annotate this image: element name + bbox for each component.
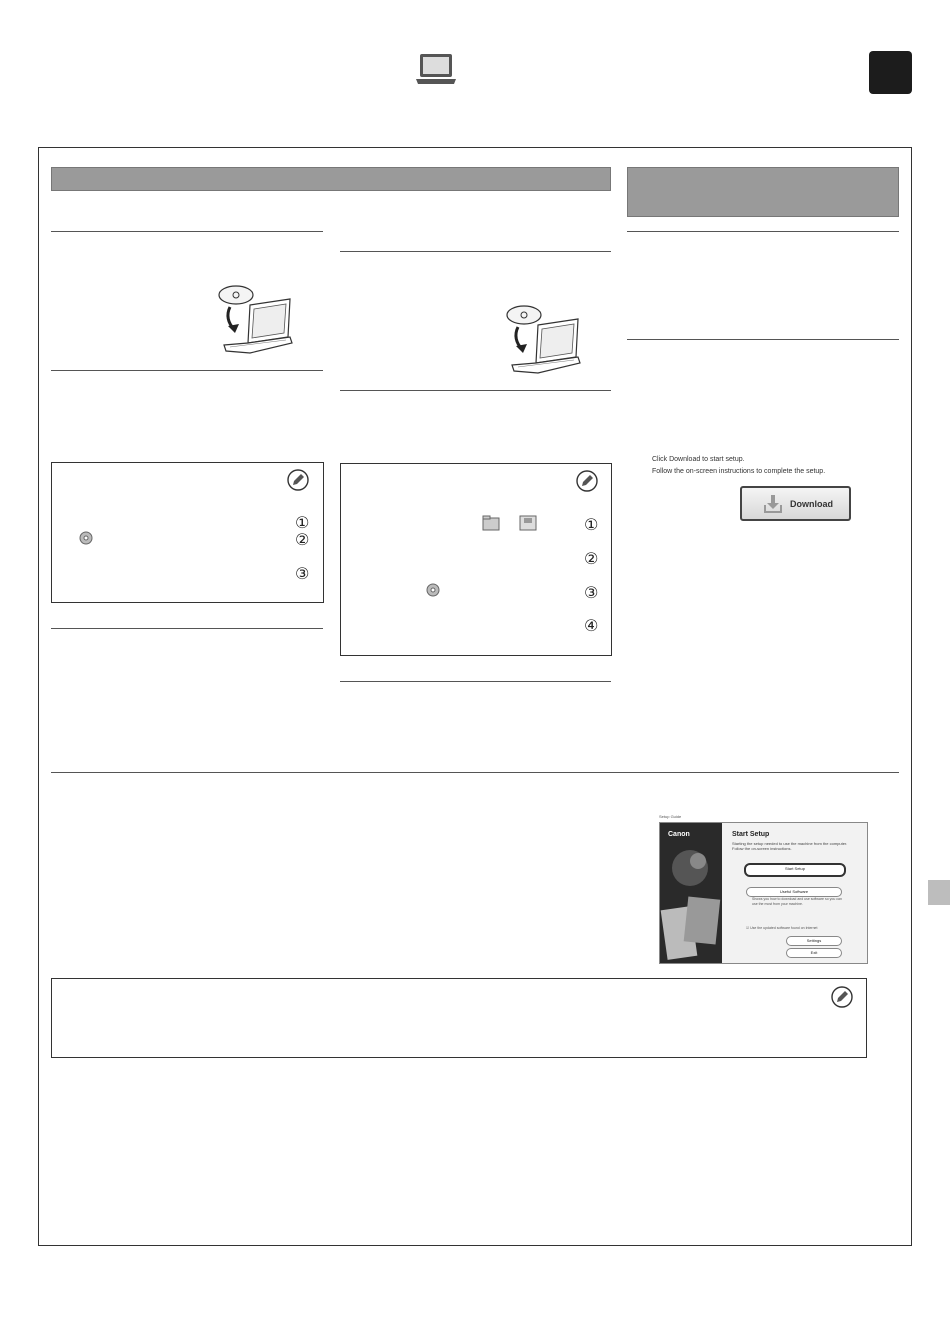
divider [627, 231, 899, 232]
divider [340, 681, 611, 682]
exit-button[interactable]: Exit [786, 948, 842, 958]
drive-icon [519, 515, 537, 531]
download-button-label: Download [790, 498, 833, 509]
download-icon [762, 493, 784, 515]
setup-window [659, 822, 868, 964]
setup-disc-icon [426, 583, 440, 597]
step-marker: ① [295, 513, 310, 532]
divider [51, 628, 323, 629]
side-index-tab [928, 880, 950, 905]
content-frame [38, 147, 912, 1246]
setup-window-title: Start Setup [732, 831, 770, 838]
folder-icon [482, 515, 500, 531]
step-marker: ② [295, 530, 310, 549]
step-marker: ② [584, 549, 599, 568]
canon-logo: Canon [668, 831, 690, 838]
setup-window-caption: Setup Guide [659, 814, 682, 819]
settings-button[interactable]: Settings [786, 936, 842, 946]
download-instruction: Follow the on-screen instructions to complete the setup. [652, 468, 826, 475]
pencil-note-icon [287, 469, 309, 491]
update-checkbox-text: Use the updated software found on Internet [750, 926, 818, 930]
divider [627, 339, 899, 340]
windows-section-bar [51, 167, 611, 191]
step-marker: ③ [295, 564, 310, 583]
useful-software-button[interactable]: Useful Software [746, 887, 842, 897]
setup-disc-icon [79, 531, 93, 545]
section-tab [869, 51, 912, 94]
divider [340, 390, 611, 391]
middle-note-box [340, 463, 612, 656]
bottom-note-box [51, 978, 867, 1058]
pencil-note-icon [576, 470, 598, 492]
step-marker: ① [584, 515, 599, 534]
laptop-icon [414, 52, 458, 88]
divider [340, 251, 611, 252]
pencil-note-icon [831, 986, 853, 1008]
useful-software-note: Shows you how to download and use software so you can use the most from your machine. [752, 897, 842, 906]
start-setup-button[interactable]: Start Setup [744, 863, 846, 877]
cd-insert-laptop-icon [504, 303, 582, 377]
setup-window-subtitle: Starting the setup needed to use the machine from the computer. Follow the on-screen instructions. [732, 841, 848, 851]
download-instruction: Click Download to start setup. [652, 456, 745, 463]
setup-window-photo-panel [660, 823, 722, 963]
update-checkbox-label[interactable] [746, 926, 856, 931]
step-marker: ③ [584, 583, 599, 602]
divider [51, 231, 323, 232]
mac-section-bar [627, 167, 899, 217]
checkbox-icon[interactable]: ☑ [746, 926, 750, 930]
step-marker: ④ [584, 616, 599, 635]
download-button[interactable] [740, 486, 851, 521]
divider [51, 370, 323, 371]
cd-insert-laptop-icon [216, 283, 294, 357]
divider [51, 772, 899, 773]
